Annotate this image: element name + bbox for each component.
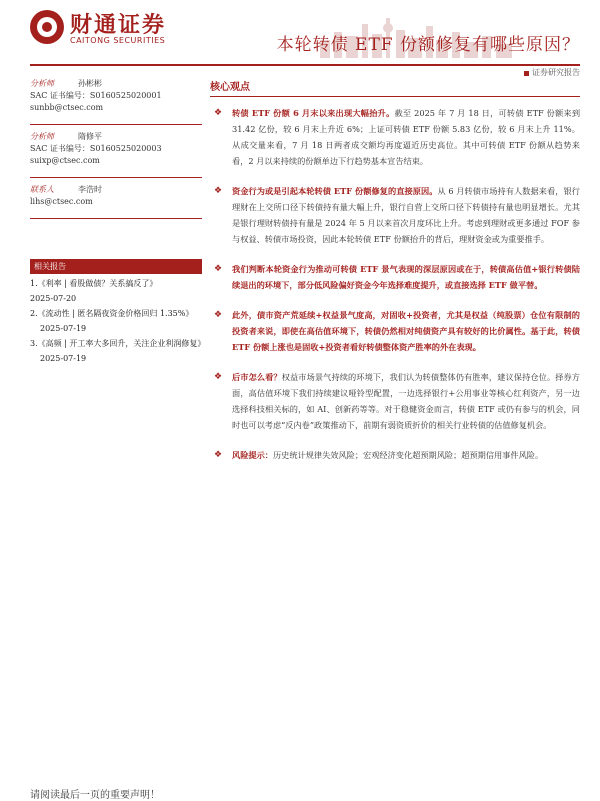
risk-warning-text: 历史统计规律失效风险；宏观经济变化超预期风险；超预期信用事件风险。: [272, 450, 544, 460]
contact-email: lihs@ctsec.com: [30, 197, 93, 206]
disclaimer-notice: 请阅读最后一页的重要声明！: [30, 790, 160, 801]
core-point-lead: 资金行为或是引起本轮转债 ETF 份额修复的直接原因。: [232, 186, 438, 196]
author-email: sunbb@ctsec.com: [30, 103, 104, 112]
diamond-bullet-icon: ❖: [214, 108, 223, 118]
core-point: [210, 183, 580, 247]
author-email: suixp@ctsec.com: [30, 156, 100, 165]
logo-mark-icon: [30, 10, 64, 44]
author-cert: SAC 证书编号：S0160525020003: [30, 144, 162, 153]
core-point: [210, 369, 580, 433]
logo-chinese-name: 财通证券: [70, 13, 167, 38]
core-point-text: 截至 2025 年 7 月 18 日，可转债 ETF 份额来到 31.42 亿份，较 6 月末上升近 6%；上证可转债 ETF 份额 5.83 亿份，较 6 月末上升 11%。从成交量来看，7 月 18 日两者成交额均再度逼近历史高位。其中可转债 ETF 份额从趋势来看，2 月以来持续的份额单边下行趋势基本宣告结束。: [232, 108, 581, 166]
report-category: [524, 67, 580, 78]
sidebar-divider: [30, 218, 202, 219]
contact-role: 联系人: [30, 185, 54, 194]
related-report-title[interactable]: 3.《高频 | 开工率大多回升，关注企业利润修复》: [30, 339, 206, 348]
report-header: [0, 0, 600, 75]
core-views-section: [210, 78, 580, 477]
report-title: 本轮转债 ETF 份额修复有哪些原因？: [276, 35, 580, 55]
core-point-text: 此外，债市资产荒延续+权益景气度高，对固收+投资者，尤其是权益（纯股票）仓位有限制的投资者来说，即使在高估值环境下，转债仍然相对纯债资产具有较好的比价属性。基于此，转债 ETF 份额上涨也是固收+投资者看好转债整体资产胜率的外在表现。: [232, 310, 580, 352]
related-report-title[interactable]: 2.《流动性 | 匿名隔夜资金价格回归 1.35%》: [30, 309, 194, 318]
author-role: 分析师: [30, 79, 54, 88]
related-report-item[interactable]: [30, 306, 202, 336]
contact-name: 李浩时: [78, 185, 102, 194]
diamond-bullet-icon: ❖: [214, 450, 223, 460]
sidebar: [30, 78, 206, 366]
risk-warning: [210, 447, 580, 463]
related-report-date: 2025-07-20: [30, 294, 77, 303]
related-report-item[interactable]: [30, 276, 202, 306]
contact-card: [30, 184, 202, 208]
related-report-title[interactable]: 1.《利率 | 看股做债？关系搞反了》: [30, 279, 158, 288]
diamond-bullet-icon: ❖: [214, 186, 223, 196]
core-point-lead: 后市怎么看？: [232, 372, 282, 382]
report-category-label: 证券研究报告: [532, 68, 580, 77]
related-report-item[interactable]: [30, 336, 206, 366]
company-logo: [30, 6, 190, 54]
core-point: [210, 105, 580, 169]
risk-warning-lead: 风险提示：: [232, 450, 273, 460]
author-name: 孙彬彬: [78, 79, 102, 88]
diamond-bullet-icon: ❖: [214, 264, 223, 274]
core-point: [210, 261, 580, 293]
diamond-bullet-icon: ❖: [214, 372, 223, 382]
core-point-text: 权益市场景气持续的环境下，我们认为转债整体仍有胜率，建议保持仓位。择券方面，高估值环境下我们持续建议哑铃型配置，一边选择银行+公用事业等核心红利资产，另一边选择科技相关标的，如 AI、创新药等等。对于稳健资金而言，转债 ETF 或仍有参与的机会，同时也可以考虑“反内卷”政策推动下，前期有弱资质折价的相关行业转债的估值修复机会。: [232, 372, 580, 430]
related-reports-heading: 相关报告: [30, 259, 202, 274]
related-report-date: 2025-07-19: [40, 324, 87, 333]
square-bullet-icon: [524, 71, 529, 76]
author-role: 分析师: [30, 132, 54, 141]
header-divider: [30, 64, 580, 66]
core-point-text: 从 6 月转债市场持有人数据来看，银行理财在上交所口径下转债持有量大幅上升，银行自营上交所口径下转债持有量也明显增长。尤其是银行理财转债持有量是 2024 年 5 月以来首次月度环比上升。考虑到理财或更多通过 FOF 参与权益、转债市场投资，因此本轮转债 ETF 份额抬升的背后，理财资金或为重要推手。: [232, 186, 580, 244]
core-point-lead: 转债 ETF 份额 6 月末以来出现大幅抬升。: [232, 108, 395, 118]
author-card: [30, 131, 202, 167]
sidebar-divider: [30, 177, 202, 178]
core-views-heading: 核心观点: [210, 78, 580, 97]
logo-english-name: CAITONG SECURITIES: [70, 36, 166, 45]
author-card: [30, 78, 202, 114]
sidebar-divider: [30, 124, 202, 125]
author-name: 隋修平: [78, 132, 102, 141]
related-reports-list: [30, 274, 206, 366]
core-point: [210, 307, 580, 355]
related-report-date: 2025-07-19: [40, 354, 87, 363]
core-point-text: 我们判断本轮资金行为推动可转债 ETF 景气表现的深层原因或在于，转债高估值+银行转债陆续退出的环境下，部分低风险偏好资金今年选择难度提升，或直接选择 ETF 做平替。: [232, 264, 580, 290]
diamond-bullet-icon: ❖: [214, 310, 223, 320]
author-cert: SAC 证书编号：S0160525020001: [30, 91, 162, 100]
